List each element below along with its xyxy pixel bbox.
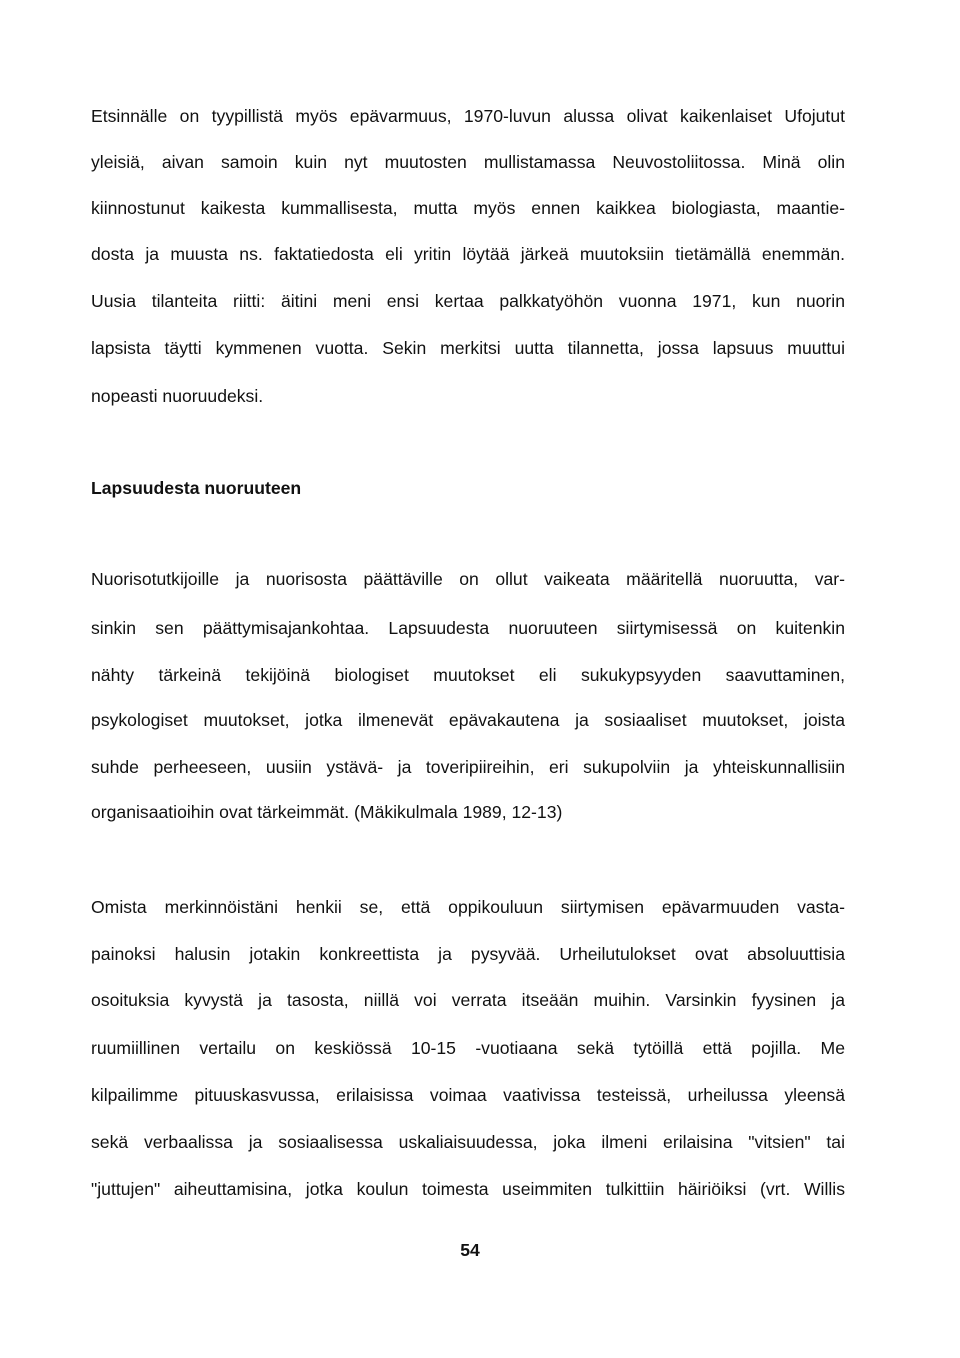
- text-line: lapsista täytti kymmenen vuotta. Sekin merkitsi uutta tilannetta, jossa lapsuus muuttui: [91, 338, 845, 358]
- text-line: kiinnostunut kaikesta kummallisesta, mutta myös ennen kaikkea biologiasta, maantie-: [91, 198, 845, 218]
- text-line: nopeasti nuoruudeksi.: [91, 386, 264, 406]
- text-line: sinkin sen päättymisajankohtaa. Lapsuudesta nuoruuteen siirtymisessä on kuitenkin: [91, 618, 845, 638]
- text-line: osoituksia kyvystä ja tasosta, niillä voi verrata itseään muihin. Varsinkin fyysinen ja: [91, 990, 845, 1010]
- text-line: Nuorisotutkijoille ja nuorisosta päättäville on ollut vaikeata määritellä nuoruutta, var-: [91, 569, 845, 589]
- text-line: painoksi halusin jotakin konkreettista ja pysyvää. Urheilutulokset ovat absoluuttisia: [91, 944, 845, 964]
- text-line: nähty tärkeinä tekijöinä biologiset muutokset eli sukukypsyyden saavuttaminen,: [91, 665, 845, 685]
- text-line: Omista merkinnöistäni henkii se, että oppikouluun siirtymisen epävarmuuden vasta-: [91, 897, 845, 917]
- text-line: organisaatioihin ovat tärkeimmät. (Mäkikulmala 1989, 12-13): [91, 802, 563, 822]
- text-line: yleisiä, aivan samoin kuin nyt muutosten mullistamassa Neuvostoliitossa. Minä olin: [91, 152, 845, 172]
- text-line: kilpailimme pituuskasvussa, erilaisissa voimaa vaativissa testeissä, urheilussa yleensä: [91, 1085, 845, 1105]
- page-number: 54: [460, 1240, 480, 1260]
- text-line: Uusia tilanteita riitti: äitini meni ensi kertaa palkkatyöhön vuonna 1971, kun nuorin: [91, 291, 845, 311]
- text-line: sekä verbaalissa ja sosiaalisessa uskaliaisuudessa, joka ilmeni erilaisina "vitsien" tai: [91, 1132, 845, 1152]
- text-line: dosta ja muusta ns. faktatiedosta eli yritin löytää järkeä muutoksiin tietämällä enemmän.: [91, 244, 845, 264]
- text-line: "juttujen" aiheuttamisina, jotka koulun toimesta useimmiten tulkittiin häiriöiksi (vrt. Willis: [91, 1179, 845, 1199]
- text-line: Etsinnälle on tyypillistä myös epävarmuus, 1970-luvun alussa olivat kaikenlaiset Ufojutut: [91, 106, 845, 126]
- section-heading: Lapsuudesta nuoruuteen: [91, 478, 302, 498]
- text-line: psykologiset muutokset, jotka ilmenevät epävakautena ja sosiaaliset muutokset, joista: [91, 710, 845, 730]
- text-line: suhde perheeseen, uusiin ystävä- ja toveripiireihin, eri sukupolviin ja yhteiskunnallisiin: [91, 757, 845, 777]
- text-line: ruumiillinen vertailu on keskiössä 10-15 -vuotiaana sekä tytöillä että pojilla. Me: [91, 1038, 845, 1058]
